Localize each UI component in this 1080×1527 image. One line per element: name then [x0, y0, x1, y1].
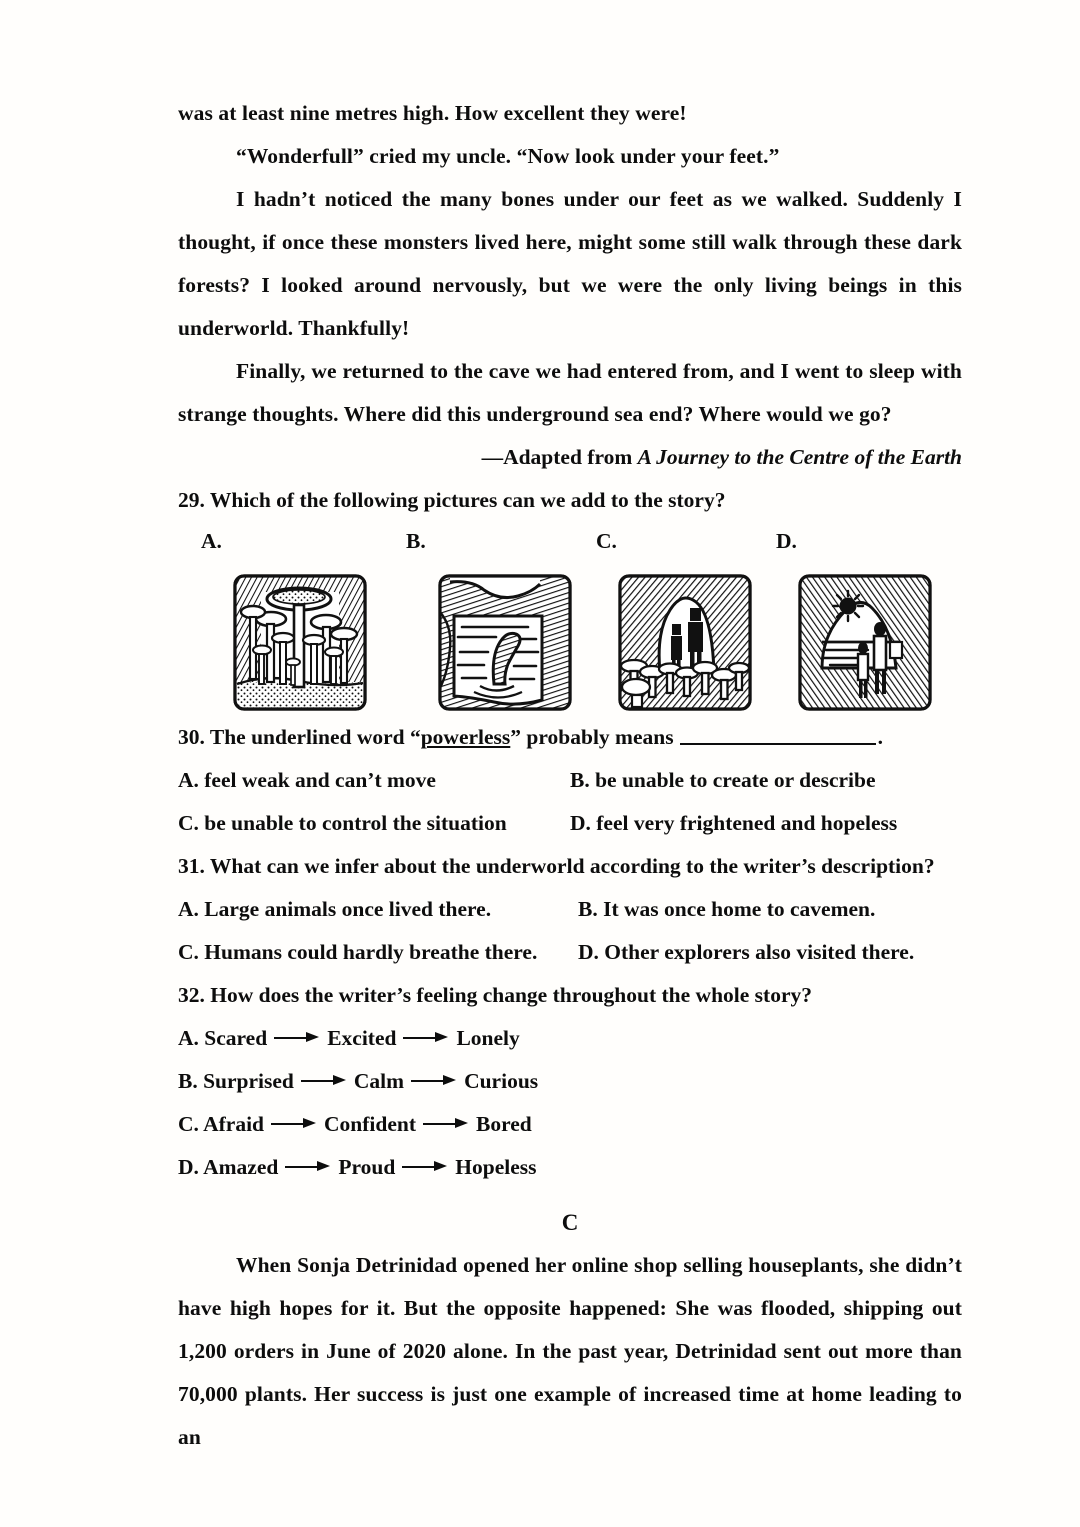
picture-label-c: C. [596, 529, 617, 553]
q32-option-c[interactable] [178, 1103, 962, 1146]
attribution-prefix: —Adapted from [481, 445, 638, 469]
q30-option-b[interactable]: B. be unable to create or describe [570, 768, 876, 792]
question-30-options-row-1 [178, 759, 962, 802]
q32-option-a-third: Lonely [456, 1026, 520, 1050]
q30-stem-before: 30. The underlined word “ [178, 725, 421, 749]
picture-option-c[interactable] [616, 572, 754, 713]
picture-option-labels [178, 526, 962, 566]
page-content [178, 92, 962, 1459]
q32-option-c-first: C. Afraid [178, 1112, 264, 1136]
picture-label-b: B. [406, 529, 426, 553]
question-30-stem [178, 716, 962, 759]
passage-paragraph-3: I hadn’t noticed the many bones under our feet as we walked. Suddenly I thought, if once these monsters lived here, might some still walk through these dark forests? I looked around nervously, but we were the only living beings in this underworld. Thankfully! [178, 187, 962, 340]
q31-option-b[interactable]: B. It was once home to cavemen. [578, 897, 876, 921]
question-32-stem: 32. How does the writer’s feeling change throughout the whole story? [178, 983, 812, 1007]
arrow-right-icon [403, 1031, 449, 1045]
q32-option-a-first: A. Scared [178, 1026, 268, 1050]
q30-option-c[interactable]: C. be unable to control the situation [178, 811, 507, 835]
q32-option-c-third: Bored [475, 1112, 532, 1136]
q32-option-a-second: Excited [327, 1026, 397, 1050]
picture-option-d[interactable] [796, 572, 934, 713]
picture-option-a[interactable] [231, 572, 369, 713]
passage-paragraph-1: was at least nine metres high. How excellent they were! [178, 101, 687, 125]
picture-option-b[interactable] [436, 572, 574, 713]
q32-option-d-second: Proud [338, 1155, 396, 1179]
arrow-right-icon [301, 1074, 347, 1088]
question-31-options-row-1 [178, 888, 962, 931]
question-29-stem: 29. Which of the following pictures can we add to the story? [178, 488, 726, 512]
q31-option-d[interactable]: D. Other explorers also visited there. [578, 940, 915, 964]
passage-paragraph-2: “Wonderfull” cried my uncle. “Now look under your feet.” [236, 144, 780, 168]
picture-options-row [178, 572, 962, 716]
arrow-right-icon [411, 1074, 457, 1088]
attribution-book-title: A Journey to the Centre of the Earth [637, 445, 962, 469]
q32-option-b-third: Curious [464, 1069, 539, 1093]
picture-label-a: A. [201, 529, 222, 553]
q31-option-c[interactable]: C. Humans could hardly breathe there. [178, 940, 538, 964]
q32-option-d[interactable] [178, 1146, 962, 1189]
arrow-right-icon [423, 1117, 469, 1131]
q31-option-a[interactable]: A. Large animals once lived there. [178, 897, 492, 921]
question-31-options-row-2 [178, 931, 962, 974]
section-heading-c: C [561, 1210, 579, 1235]
q30-stem-after: ” probably means [510, 725, 674, 749]
arrow-right-icon [402, 1160, 448, 1174]
arrow-right-icon [274, 1031, 320, 1045]
passage-attribution [178, 436, 962, 479]
arrow-right-icon [285, 1160, 331, 1174]
question-31-stem: 31. What can we infer about the underworld according to the writer’s description? [178, 854, 935, 878]
q30-option-d[interactable]: D. feel very frightened and hopeless [570, 811, 898, 835]
q30-option-a[interactable]: A. feel weak and can’t move [178, 768, 436, 792]
picture-label-d: D. [776, 529, 797, 553]
q32-option-a[interactable] [178, 1017, 962, 1060]
section-c-paragraph: When Sonja Detrinidad opened her online shop selling houseplants, she didn’t have high hopes for it. But the opposite happened: She was flooded, shipping out 1,200 orders in June of 2020 alone. In the past year, Detrinidad sent out more than 70,000 plants. Her success is just one example of increased time at home leading to an [178, 1253, 962, 1449]
q32-option-c-second: Confident [324, 1112, 416, 1136]
q32-option-b-first: B. Surprised [178, 1069, 294, 1093]
q30-answer-blank[interactable] [680, 723, 876, 745]
q30-underlined-word: powerless [420, 725, 511, 749]
q32-option-d-first: D. Amazed [178, 1155, 279, 1179]
question-30-options-row-2 [178, 802, 962, 845]
q30-stem-period: . [877, 725, 883, 749]
arrow-right-icon [271, 1117, 317, 1131]
q32-option-b[interactable] [178, 1060, 962, 1103]
q32-option-b-second: Calm [353, 1069, 405, 1093]
passage-paragraph-4: Finally, we returned to the cave we had entered from, and I went to sleep with strange thoughts. Where did this underground sea end? Where would we go? [178, 359, 962, 426]
q32-option-d-third: Hopeless [455, 1155, 537, 1179]
